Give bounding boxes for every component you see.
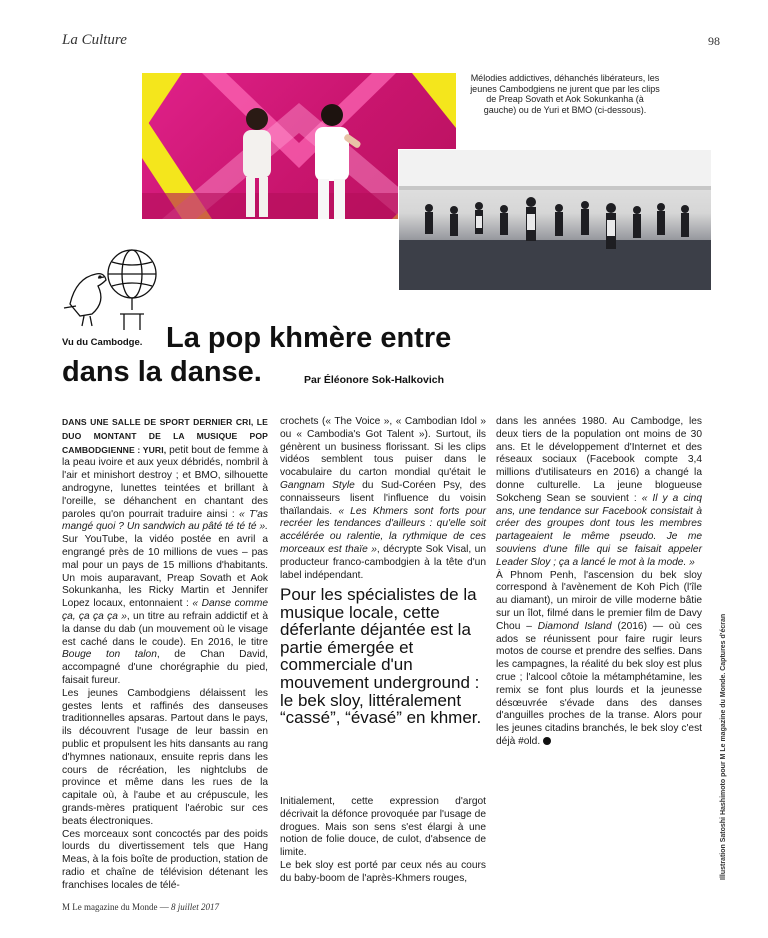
song-title: Gangnam Style (280, 479, 355, 491)
photo-dance-studio-drawing (399, 150, 711, 290)
paragraph: Initialement, cette expression d'argot décrivait la défonce provoquée par l'usage de drogues. Mais son sens s'est élargi à une notion de folie douce, de culot, d'absence de limite. (280, 796, 486, 859)
quote: « Danse comme ça, ça ça ça » (62, 598, 268, 622)
article-column-3 (496, 416, 702, 749)
article-column-2-continued (280, 796, 486, 886)
text: du Sud-Coréen Psy, des connaisseurs lisent l'influence du voisin thaïlandais. (280, 479, 486, 517)
illustration-bird-globe-drawing (62, 244, 166, 334)
headline-line-2: dans la danse. (62, 356, 262, 388)
paragraph: Ces morceaux sont concoctés par des poids lourds du divertissement tels que Hang Meas, à la fois boîte de production, station de radio et chaîne de télévision détenant les franchises locales de télé- (62, 828, 268, 891)
issue-date: 8 juillet 2017 (170, 902, 219, 912)
text: , un titre au refrain addictif et à la danse du dab (un mouvement où le visage est caché dans le coude). En 2016, le titre (62, 610, 269, 648)
pull-quote: Pour les spécialistes de la musique locale, cette déferlante déjantée est la partie émergée et commerciale d'un mouvement underground : le bek sloy, littéralement “cassé”, “évasé” en khmer. (280, 585, 482, 728)
paragraph (496, 570, 702, 749)
photo-caption: Mélodies addictives, déhanchés libérateurs, les jeunes Cambodgiens ne jurent que par les clips de Preap Sovath et Aok Sokunkanha (à gauche) ou de Yuri et BMO (ci-dessous). (470, 73, 660, 115)
paragraph (280, 416, 486, 582)
film-title: Diamond Island (537, 620, 612, 632)
text: , de Chan David, accompagné d'une chorégraphie du pied, faisait fureur. (62, 649, 268, 686)
lead-in: DANS UNE SALLE DE SPORT DERNIER CRI, LE DUO MONTANT DE LA MUSIQUE POP CAMBODGIENNE : YURI, (62, 417, 268, 455)
photo-dance-studio (398, 149, 712, 291)
paragraph: Le bek sloy est porté par ceux nés au cours du baby-boom de l'après-Khmers rouges, (280, 859, 486, 884)
end-of-article-icon (543, 737, 551, 745)
photo-credit: Illustration Satoshi Hashimoto pour M Le magazine du Monde. Captures d'écran (720, 613, 727, 880)
section-rubric: La Culture (62, 32, 127, 48)
quote: « Il y a cinq ans, une tendance sur Facebook consistait à créer des groupes dont tous les membres partageaient le même pseudo. Je me souviens d'une fille qui se faisait appeler Leader Sloy ; ça a lancé le mot à la mode. » (496, 492, 703, 568)
paragraph: Les jeunes Cambodgiens délaissent les gestes lents et raffinés des danseuses traditionnelles apsaras. Partout dans le pays, ils découvrent l'usage de leur bassin en public et propulsent les hits dansants au rang d'hymnes nationaux, ensuite repris dans les cours de récréation, les nightclubs de province et même dans les rues de la capitale où, à l'aube et au crépuscule, les grands-mères pratiquent l'aérobic sur ces beats électroniques. (62, 687, 268, 827)
text: (2016) — où ces ados se réunissent pour faire rugir leurs motos de course et prendre des selfies. Dans les campagnes, la réalité du bek sloy est plus crue ; l'alcool côtoie la métamphétamine, les remix se font plus lourds et la jeunesse désœuvrée s'évade dans des danses d'anguilles proches de la transe. Alors pour les jeunes citadins branchés, le bek sloy c'est déjà #old. (496, 620, 702, 747)
article-column-1 (62, 416, 268, 892)
article-column-2 (280, 416, 486, 582)
headline-line-1: La pop khmère entre (166, 322, 452, 354)
magazine-name: M Le magazine du Monde (62, 902, 158, 912)
article-kicker: Vu du Cambodge. (62, 337, 143, 348)
text: , décrypte Sok Visal, un producteur franco-cambodgien à la tête d'un label indépendant. (280, 543, 486, 581)
song-title: Bouge ton talon (62, 649, 157, 661)
quote: « Les Khmers sont forts pour recréer les tendances d'ailleurs : qu'elle soit accélérée ou ralentie, la rythmique de ces morceaux est thaïe » (280, 505, 486, 555)
text: À Phnom Penh, l'ascension du bek sloy correspond à l'avènement de Koh Pich (l'île au diamant), un miroir de ville moderne bâtie sur un îlot, filmé dans le premier film de Davy Chou – (496, 569, 702, 632)
illustration-bird-globe (62, 244, 166, 334)
text: petit bout de femme à la peau ivoire et aux yeux débridés, nombril à l'air et minishort destroy ; et BMO, silhouette androgyne, lunettes teintées et brillant à l'oreille, se déhanchent en chantant des paroles qu'on pourrait traduire ainsi : (62, 444, 268, 520)
text: dans les années 1980. Au Cambodge, les deux tiers de la population ont moins de 30 ans. Et le développement d'Internet et des réseaux sociaux (Facebook compte 3,4 millions d'utilisateurs en 2016) a changé la donne culturelle. La jeune blogueuse Sokcheng Sean se souvient : (496, 416, 702, 504)
paragraph (496, 416, 702, 570)
text: Sur YouTube, la vidéo postée en avril a engrangé près de 10 millions de vues – pas mal pour un pays de 15 millions d'habitants. Un mois auparavant, Preap Sovath et Aok Sokunkanha, les Ricky Martin et Jennifer Lopez locaux, entonnaient : (62, 534, 268, 610)
byline: Par Éléonore Sok-Halkovich (304, 374, 445, 386)
page-number: 98 (708, 34, 720, 48)
quote: « T'as mangé quoi ? Un sandwich au pâté té té té ». (62, 508, 268, 533)
paragraph (62, 416, 268, 688)
page-footer: M Le magazine du Monde — 8 juillet 2017 (62, 902, 219, 912)
text: crochets (« The Voice », « Cambodian Idol » ou « Cambodia's Got Talent »). Surtout, ils génèrent un business florissant. Si les clips vidéos semblent tous puiser dans le vocabulaire du carton mondial qu'était le (280, 416, 486, 479)
